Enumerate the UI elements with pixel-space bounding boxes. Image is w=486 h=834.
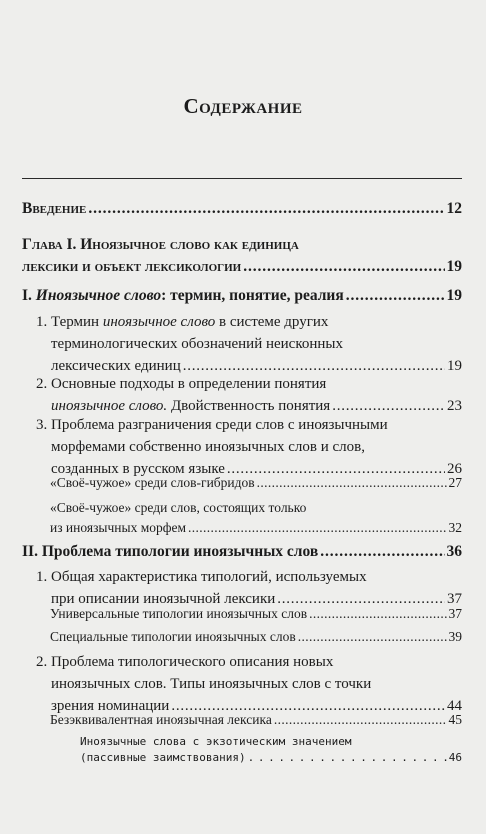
toc-entry-chapter-1[interactable]	[22, 234, 462, 278]
toc-leader	[346, 285, 445, 307]
toc-label: Введение	[22, 200, 87, 217]
toc-page-number: 39	[448, 629, 462, 644]
toc-label: при описании иноязычной лексики	[51, 591, 276, 607]
title-divider	[22, 178, 462, 179]
toc-label: (пассивные заимствования)	[80, 751, 246, 764]
toc-label: II. Проблема типологии иноязычных слов	[22, 543, 319, 560]
toc-term: иноязычное слово.	[51, 398, 168, 414]
toc-label	[22, 285, 344, 307]
toc-page-number: 37	[447, 591, 462, 607]
toc-page-number: 46	[448, 751, 462, 764]
toc-entry-2-1-b[interactable]	[50, 627, 462, 647]
toc-page-number: 37	[448, 606, 462, 621]
toc-label: созданных в русском языке	[51, 461, 225, 477]
page-title: Содержание	[183, 94, 303, 118]
toc-label-line: Глава I. Иноязычное слово как единица	[22, 236, 299, 253]
toc-page-number: 36	[446, 543, 462, 560]
toc-entry-2-2-a[interactable]	[50, 710, 462, 730]
toc-leader	[243, 256, 444, 278]
toc-label-line: 3. Проблема разграничения среди слов с иноязычными	[36, 417, 388, 433]
toc-entry-intro[interactable]	[22, 198, 462, 220]
toc-entry-1-1[interactable]	[36, 311, 462, 377]
toc-entry-1-3[interactable]	[36, 414, 462, 480]
toc-page-number: 32	[448, 520, 462, 535]
toc-entry-section-1[interactable]	[22, 285, 462, 307]
toc-label-line: морфемами собственно иноязычных слов и слов,	[51, 439, 365, 455]
section-numeral: I.	[22, 287, 32, 304]
toc-leader	[188, 518, 446, 538]
toc-label: Безэквивалентная иноязычная лексика	[50, 712, 272, 727]
toc-label: лексики и объект лексикологии	[22, 258, 242, 275]
toc-leader	[248, 750, 447, 766]
toc-leader	[309, 604, 446, 624]
toc-label-line: иноязычных слов. Типы иноязычных слов с точки	[51, 676, 372, 692]
toc-page-number: 45	[448, 712, 462, 727]
toc-label-line: «Своё-чужое» среди слов, состоящих только	[50, 500, 307, 515]
toc-leader	[257, 473, 447, 493]
toc-page-number: 19	[446, 258, 462, 275]
toc-label: Универсальные типологии иноязычных слов	[50, 606, 308, 621]
toc-label: Специальные типологии иноязычных слов	[50, 629, 296, 644]
toc-page-number: 19	[446, 287, 462, 304]
toc-text: Двойственность понятия	[170, 398, 331, 414]
toc-label-line: 2. Проблема типологического описания новых	[36, 654, 334, 670]
toc-leader	[88, 198, 444, 220]
toc-page-number: 12	[446, 200, 462, 217]
toc-label: лексических единиц	[51, 358, 181, 374]
toc-leader	[320, 541, 444, 563]
toc-text: в системе других	[219, 314, 329, 330]
toc-term: иноязычное слово	[102, 314, 216, 330]
toc-leader	[274, 710, 447, 730]
toc-page-number: 44	[447, 698, 462, 714]
toc-page-number: 23	[447, 398, 462, 414]
toc-page-number: 19	[447, 358, 462, 374]
toc-text: 1. Термин	[36, 314, 100, 330]
toc-entry-1-2[interactable]	[36, 373, 462, 417]
toc-label: зрения номинации	[51, 698, 170, 714]
toc-page-number: 27	[448, 475, 462, 490]
toc-entry-1-3-a[interactable]	[50, 473, 462, 493]
toc-entry-section-2[interactable]	[22, 541, 462, 563]
toc-entry-2-1-a[interactable]	[50, 604, 462, 624]
toc-page-number: 26	[447, 461, 462, 477]
toc-label-line: терминологических обозначений неисконных	[51, 336, 344, 352]
toc-label-line	[36, 311, 462, 333]
toc-label-line: 2. Основные подходы в определении понятия	[36, 376, 327, 392]
section-term: Иноязычное слово	[35, 287, 162, 304]
toc-label: из иноязычных морфем	[50, 520, 187, 535]
toc-entry-2-2[interactable]	[36, 651, 462, 717]
toc-label-line: 1. Общая характеристика типологий, используемых	[36, 569, 367, 585]
toc-entry-2-2-b[interactable]	[80, 734, 462, 766]
section-title-rest: : термин, понятие, реалия	[161, 287, 344, 304]
toc-label-line: Иноязычные слова с экзотическим значением	[80, 735, 352, 748]
toc-entry-1-3-b[interactable]	[50, 498, 462, 538]
toc-label: «Своё-чужое» среди слов-гибридов	[50, 475, 255, 490]
toc-leader	[298, 627, 447, 647]
